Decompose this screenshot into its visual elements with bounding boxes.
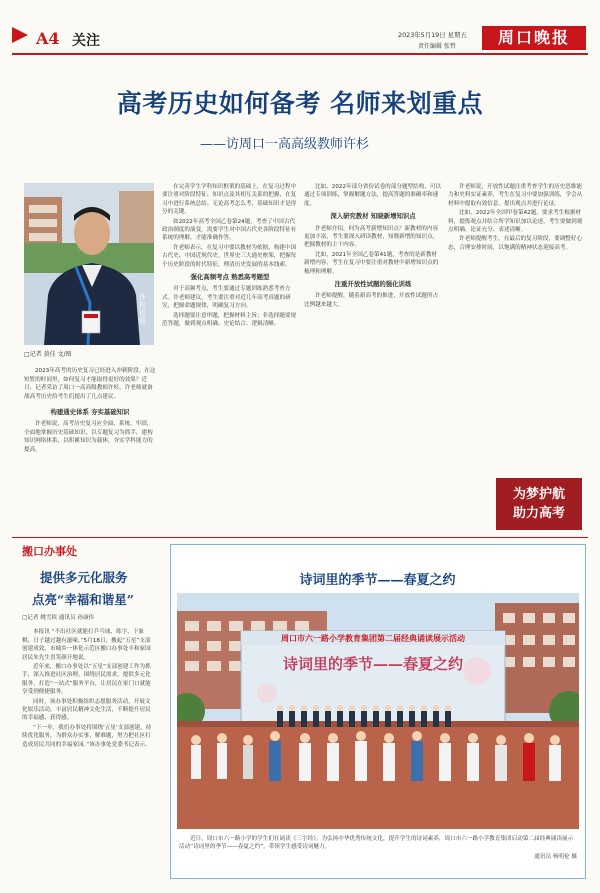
col4-paragraph: 比如，2022年全国甲卷第42题，要求考生根据材料，提炼观点并结合所学知识加以论述，考生要做到观点明确、论证充分、表述清晰。 xyxy=(448,210,583,234)
col2-paragraph: 对于高频考点，考生要通过专题训练熟悉考查方式。许老师建议，考生要注重对近几年高考真题的研究，把握命题规律，明确复习方向。 xyxy=(162,286,291,310)
side-title-2: 点亮“幸福和谐星” xyxy=(32,592,134,607)
side-paragraph: “下一步，我们办事处将围绕‘五星’支部创建，持续优化服务，为群众办实事、解难题，努力把社区打造成居民共同的幸福家园。”该办事处党委书记表示。 xyxy=(22,724,152,748)
col3-paragraph: 许老师提醒，随着新高考的推进，开放性试题所占比例越来越大。 xyxy=(304,293,439,308)
col4-paragraph: 许老师提醒考生，在最后的复习阶段，要调整好心态，合理安排时间，以饱满的精神状态迎接高考。 xyxy=(448,236,583,251)
editor-credit: 责任编辑 张哲 xyxy=(418,43,456,50)
subheading-2: 强化高频考点 熟悉高考题型 xyxy=(190,273,270,282)
side-article xyxy=(22,614,154,876)
banner-event-title: 诗词里的季节——春夏之约 xyxy=(282,655,463,673)
side-column-label: 搬口办事处 xyxy=(22,545,77,558)
article-column-2 xyxy=(162,183,298,495)
promo-line-1: 为梦护航 xyxy=(512,487,565,502)
subheading-1: 构建通史体系 夯实基础知识 xyxy=(50,408,130,417)
col1-paragraph: 许老师说，高考历史复习应全面、系统、牢固，全面地掌握历史基础知识，以专题复习为抓手，建构知识网络体系，以积累知识为载体，夯实学科能力的提高。 xyxy=(24,421,153,453)
newspaper-logo: 周口晚报 xyxy=(482,26,586,50)
promo-badge xyxy=(496,478,582,530)
col3-paragraph: 比如，2022年部分省份试卷的部分题型结构，可以通过专项训练，掌握解题方法，提高答题的准确率和速度。 xyxy=(304,184,442,207)
page-header xyxy=(0,0,600,54)
section-name: 关注 xyxy=(72,33,100,49)
teacher-portrait-icon xyxy=(24,183,154,345)
portrait-caption: 许杉近照 xyxy=(139,293,146,325)
photo-credit: 通讯员 杨明伦 摄 xyxy=(534,853,577,860)
photo-news-title: 诗词里的季节——春夏之约 xyxy=(299,573,456,588)
photo-news-image xyxy=(177,593,579,829)
article-column-4 xyxy=(448,183,584,415)
col3-paragraph: 许老师介绍，何为高考新增知识点？新教材的内容更加丰富，考生要深入研读教材，知晓新增的知识点，把握教材的主干内容。 xyxy=(304,225,439,249)
photo-caption-text: 近日，周口市六一路小学的学生们在诵读《三字经》。为弘扬中华优秀传统文化，提升学生的诗词素养，周口市六一路小学教育集团启动第二届经典诵读展示活动“诗词里的季节——春夏之约”，带领学生感受诗词魅力。 xyxy=(179,836,574,851)
subheading-3: 深入研究教材 知晓新增知识点 xyxy=(330,212,416,221)
reporter-credit: □记者 黄佳 文/图 xyxy=(24,351,72,358)
article-column-3 xyxy=(304,183,442,495)
header-rule xyxy=(12,53,588,55)
col2-paragraph: 如2022年高考全国乙卷第24题，考查了中国古代政治制度的演变，需要学生对中国古代史各阶段特征有系统的理解，才能准确作答。 xyxy=(162,218,297,242)
promo-line-2: 助力高考 xyxy=(512,506,565,521)
side-paragraph: 本报讯 “不出社区就能打乒乓球、练字、下象棋，日子越过越有滋味。”5月18日，搬起“五星”支部创建成效，市城乡一体化示范区搬口办事处丰和家园居民朱先生喜笑颜开地说。 xyxy=(22,629,151,661)
article-lead: 2023年高考的历史复习已经进入冲刺阶段。在这短暂的时间里，如何复习才能取得更好的效果？近日，记者采访了周口一高高级教师许杉，许老师就备战高考历史给考生们提出了几点建议。 xyxy=(24,368,156,400)
col2-paragraph: 选择题要注意审题，把握材料主旨；非选择题要规范答题，做到观点明确、史论结合、逻辑清晰。 xyxy=(162,312,297,328)
portrait-photo xyxy=(24,183,154,345)
col2-paragraph: 许老师表示，在复习中要以教材为依据，构建中国古代史、中国近现代史、世界史三大通史框架，把握每个历史阶段的时代特征，理清历史发展的基本线索。 xyxy=(162,244,297,268)
banner-event-line: 周口市六一路小学教育集团第二届经典诵读展示活动 xyxy=(281,634,465,643)
side-paragraph: 近年来，搬口办事处以“五星”支部创建工作为抓手，深入推进社区治理，围绕居民需求，提供多元化服务，打造“一站式”服务平台，让居民在家门口就能享受到便捷服务。 xyxy=(22,664,151,696)
section-divider xyxy=(12,537,588,538)
issue-date: 2023年5月19日 星期五 xyxy=(398,31,467,39)
photo-caption xyxy=(179,835,577,875)
article-column-1 xyxy=(24,350,156,502)
side-title-1: 提供多元化服务 xyxy=(40,570,128,585)
side-paragraph: 同时，该办事处积极组织志愿服务活动，开展文化娱乐活动，丰富居民精神文化生活，不断提升居民的幸福感、获得感。 xyxy=(22,698,151,722)
page-marker-icon xyxy=(10,26,30,44)
col3-paragraph: 比如，2021年全国乙卷第41题，考查的是新教材新增内容，考生在复习中要注重对教材中新增知识点的梳理和理解。 xyxy=(304,251,439,275)
main-subtitle: ——访周口一高高级教师许杉 xyxy=(200,137,370,152)
page-number: A4 xyxy=(36,29,60,48)
side-reporter: □记者 姚雪傧 通讯员 孙康伟 xyxy=(22,615,95,621)
col4-paragraph: 许老师说，开放性试题注重考查学生的历史思维能力和史料实证素养，考生在复习中要加强训练，学会从材料中提取有效信息，提出观点并进行论证。 xyxy=(448,184,583,207)
recitation-event-illustration xyxy=(177,593,579,829)
photo-news-frame xyxy=(170,544,586,879)
col2-paragraph: 在完善学生学科知识框架的基础上，在复习过程中要注重对阶段特征、知识点及其相互关系的把握，在复习中进行系统总结。无论高考怎么考，基础知识才是得分的关键。 xyxy=(162,184,297,216)
subheading-4: 注重开放性试题的强化训练 xyxy=(334,280,412,289)
main-title: 高考历史如何备考 名师来划重点 xyxy=(116,89,484,118)
